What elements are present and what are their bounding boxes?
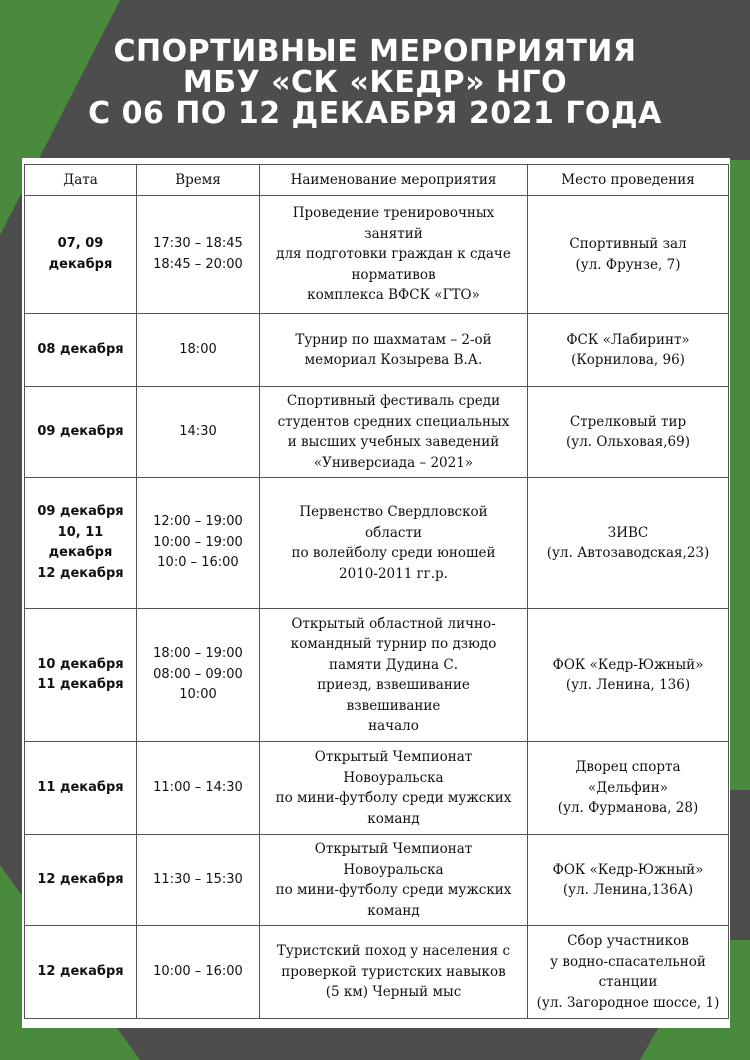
- cell-place: [528, 314, 729, 387]
- cell-time-line: 18:45 – 20:00: [153, 256, 243, 272]
- cell-time: [137, 478, 260, 609]
- cell-date-line: 08 декабря: [37, 341, 124, 357]
- cell-date-line: 09 декабря: [37, 504, 124, 519]
- cell-event-line: комплекса ВФСК «ГТО»: [307, 287, 480, 304]
- cell-event-line: Открытый Чемпионат: [314, 841, 473, 857]
- cell-place-line: ФСК «Лабиринт»: [566, 331, 690, 348]
- cell-event: [260, 314, 528, 387]
- cell-place: [528, 478, 729, 609]
- cell-date: [25, 314, 137, 387]
- cell-event-line: нормативов: [351, 266, 436, 283]
- cell-date-line: 11 декабря: [37, 677, 124, 692]
- title-line-2: МБУ «СК «КЕДР» НГО: [182, 65, 568, 100]
- cell-date-line: 09 декабря: [37, 423, 124, 439]
- table-row: [25, 196, 729, 314]
- cell-place-line: (ул. Загородное шоссе, 1): [536, 994, 720, 1011]
- cell-date-line: 11 декабря: [37, 779, 124, 795]
- cell-place-line: (ул. Фрунзе, 7): [575, 256, 681, 273]
- cell-time-line: 10:00 – 19:00: [153, 534, 243, 550]
- table-row: [25, 835, 729, 926]
- cell-date-line: 12 декабря: [37, 871, 124, 887]
- cell-place-line: станции: [598, 974, 658, 990]
- cell-date-line: 10 декабря: [37, 656, 124, 672]
- cell-time: [137, 609, 260, 742]
- cell-place-line: Сбор участников: [567, 933, 689, 949]
- cell-event: [260, 478, 528, 609]
- cell-place: [528, 196, 729, 314]
- cell-place-line: ФОК «Кедр-Южный»: [552, 861, 704, 878]
- header-event: Наименование мероприятия: [260, 165, 528, 196]
- header-date: Дата: [25, 165, 137, 196]
- cell-event-line: Турнир по шахматам – 2-ой: [295, 331, 492, 348]
- cell-event-line: команд: [367, 902, 420, 919]
- table-row: [25, 926, 729, 1019]
- cell-date: [25, 387, 137, 478]
- cell-time-line: 17:30 – 18:45: [153, 236, 243, 251]
- cell-place: [528, 742, 729, 835]
- cell-time-line: 10:0 – 16:00: [157, 555, 239, 571]
- cell-event-line: начало: [368, 718, 419, 734]
- table-row: [25, 387, 729, 478]
- cell-event-line: Первенство Свердловской: [299, 504, 488, 520]
- cell-event-line: и высших учебных заведений: [287, 434, 500, 450]
- cell-time-line: 10:00 – 16:00: [153, 963, 243, 979]
- cell-date-line: 12 декабря: [37, 565, 124, 581]
- cell-time-line: 10:00: [179, 687, 217, 703]
- cell-place-line: у водно-спасательной: [550, 953, 706, 970]
- cell-place-line: (ул. Ольховая,69): [565, 434, 690, 450]
- page-title: [0, 36, 750, 129]
- cell-event: [260, 609, 528, 742]
- cell-event-line: команд: [367, 810, 420, 827]
- cell-place-line: «Дельфин»: [588, 779, 668, 796]
- cell-time: [137, 387, 260, 478]
- cell-place-line: (ул. Ленина,136А): [562, 882, 694, 898]
- cell-place: [528, 835, 729, 926]
- cell-place-line: ФОК «Кедр-Южный»: [552, 656, 704, 673]
- cell-time: [137, 835, 260, 926]
- table-body: [25, 196, 729, 1019]
- cell-time-line: 14:30: [179, 423, 217, 439]
- table-row: [25, 478, 729, 609]
- table-row: [25, 609, 729, 742]
- cell-date-line: 07, 09: [57, 236, 104, 251]
- cell-event-line: по мини-футболу среди мужских: [275, 790, 512, 806]
- cell-place-line: ЗИВС: [607, 524, 649, 541]
- cell-event-line: Проведение тренировочных: [292, 205, 495, 222]
- header-place: Место проведения: [528, 165, 729, 196]
- cell-time-line: 18:00 – 19:00: [153, 646, 243, 662]
- cell-time-line: 11:00 – 14:30: [153, 779, 243, 795]
- cell-event-line: Спортивный фестиваль среди: [286, 393, 501, 409]
- table-row: [25, 314, 729, 387]
- cell-event-line: мемориал Козырева В.А.: [304, 352, 483, 368]
- schedule-sheet: [22, 158, 730, 1028]
- cell-event-line: для подготовки граждан к сдаче: [276, 246, 511, 263]
- cell-event-line: 2010-2011 гг.р.: [339, 565, 448, 582]
- cell-time-line: 08:00 – 09:00: [153, 666, 243, 682]
- cell-event: [260, 196, 528, 314]
- cell-time-line: 18:00: [179, 341, 217, 357]
- cell-event-line: занятий: [364, 225, 423, 242]
- cell-place-line: Спортивный зал: [569, 236, 687, 252]
- cell-event: [260, 742, 528, 835]
- cell-date: [25, 835, 137, 926]
- cell-place-line: (ул. Ленина, 136): [565, 677, 691, 693]
- cell-date: [25, 609, 137, 742]
- cell-date-line: 12 декабря: [37, 963, 124, 979]
- cell-event-line: студентов средних специальных: [277, 413, 510, 430]
- cell-place-line: (Корнилова, 96): [571, 352, 685, 368]
- cell-event-line: взвешивание: [346, 697, 441, 714]
- cell-place-line: (ул. Автозаводская,23): [546, 545, 710, 561]
- cell-event: [260, 387, 528, 478]
- cell-event-line: Новоуральска: [343, 861, 444, 878]
- table-row: [25, 742, 729, 835]
- cell-time: [137, 314, 260, 387]
- cell-event-line: по мини-футболу среди мужских: [275, 882, 512, 898]
- cell-event-line: Открытый областной лично-: [291, 615, 496, 632]
- cell-place-line: Дворец спорта: [575, 759, 681, 776]
- cell-event-line: Открытый Чемпионат: [314, 749, 473, 765]
- cell-event-line: Новоуральска: [343, 769, 444, 786]
- cell-date-line: декабря: [48, 545, 113, 560]
- cell-date: [25, 926, 137, 1019]
- cell-time-line: 12:00 – 19:00: [153, 514, 243, 530]
- cell-event-line: области: [365, 524, 422, 541]
- cell-event-line: командный турнир по дзюдо: [290, 636, 497, 652]
- table-header-row: [25, 165, 729, 196]
- cell-place: [528, 609, 729, 742]
- cell-place-line: Стрелковый тир: [569, 413, 687, 430]
- cell-event-line: Туристский поход у населения с: [276, 943, 511, 960]
- cell-date: [25, 742, 137, 835]
- cell-date-line: декабря: [48, 256, 113, 272]
- cell-place-line: (ул. Фурманова, 28): [557, 800, 699, 817]
- cell-date: [25, 478, 137, 609]
- cell-time: [137, 196, 260, 314]
- cell-event: [260, 835, 528, 926]
- cell-event-line: по волейболу среди юношей: [291, 545, 496, 561]
- cell-event-line: «Универсиада – 2021»: [313, 454, 474, 471]
- cell-place: [528, 387, 729, 478]
- cell-time: [137, 742, 260, 835]
- header-time: Время: [137, 165, 260, 196]
- title-line-1: СПОРТИВНЫЕ МЕРОПРИЯТИЯ: [113, 34, 637, 69]
- cell-event-line: (5 км) Черный мыс: [325, 984, 462, 1001]
- cell-time-line: 11:30 – 15:30: [153, 871, 243, 887]
- schedule-table: [24, 164, 729, 1019]
- cell-event: [260, 926, 528, 1019]
- cell-date: [25, 196, 137, 314]
- title-line-3: С 06 ПО 12 ДЕКАБРЯ 2021 ГОДА: [88, 96, 662, 131]
- cell-event-line: приезд, взвешивание: [317, 677, 470, 693]
- cell-event-line: проверкой туристских навыков: [281, 963, 506, 980]
- cell-event-line: памяти Дудина С.: [328, 656, 458, 673]
- cell-date-line: 10, 11: [57, 524, 104, 540]
- cell-place: [528, 926, 729, 1019]
- cell-time: [137, 926, 260, 1019]
